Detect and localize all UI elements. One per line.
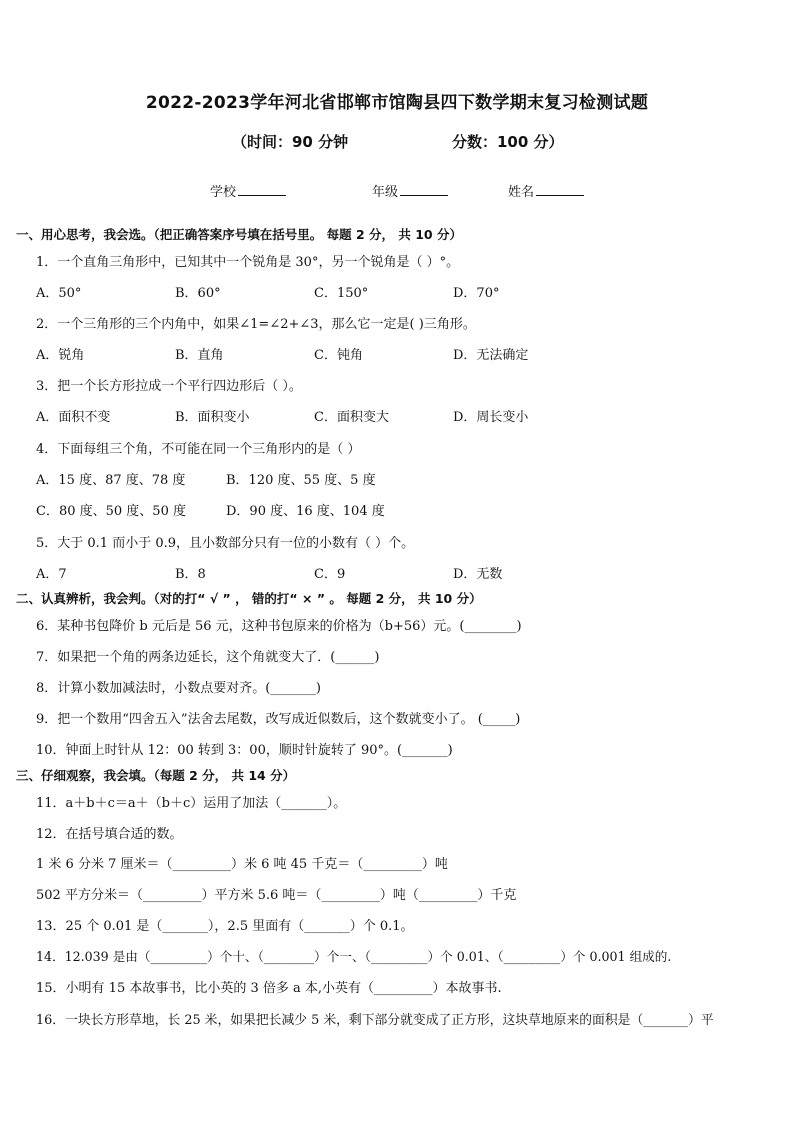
q5-option-a: A．7 bbox=[36, 567, 67, 582]
q1-option-c: C．150° bbox=[314, 286, 369, 301]
q4-option-a: A．15 度、87 度、78 度 bbox=[36, 473, 186, 488]
question-7: 7．如果把一个角的两条边延长，这个角就变大了．(______) bbox=[36, 650, 380, 665]
question-12: 12．在括号填合适的数。 bbox=[36, 827, 183, 842]
question-3: 3．把一个长方形拉成一个平行四边形后（ ）。 bbox=[36, 379, 302, 394]
school-label: 学校 bbox=[210, 185, 237, 200]
question-16: 16．一块长方形草地，长 25 米，如果把长减少 5 米，剩下部分就变成了正方形，这块草地原来的面积是（_______）平 bbox=[36, 1013, 714, 1028]
q3-option-c: C．面积变大 bbox=[314, 410, 389, 425]
q1-option-a: A．50° bbox=[36, 286, 82, 301]
grade-field bbox=[372, 181, 448, 200]
q1-option-b: B．60° bbox=[175, 286, 221, 301]
grade-blank bbox=[400, 183, 448, 196]
q3-option-a: A．面积不变 bbox=[36, 410, 111, 425]
question-8: 8．计算小数加减法时，小数点要对齐。(_______) bbox=[36, 681, 321, 696]
question-11: 11．a＋b＋c＝a＋（b＋c）运用了加法（_______）。 bbox=[36, 796, 347, 811]
question-12-line-b: 502 平方分米＝（_________）平方米 5.6 吨＝（_________）吨（_________）千克 bbox=[36, 888, 517, 903]
q2-option-c: C．钝角 bbox=[314, 348, 363, 363]
q5-option-b: B．8 bbox=[175, 567, 206, 582]
school-blank bbox=[238, 183, 286, 196]
name-field bbox=[508, 181, 584, 200]
question-13: 13．25 个 0.01 是（_______），2.5 里面有（_______）个 0.1。 bbox=[36, 919, 414, 934]
question-6: 6．某种书包降价 b 元后是 56 元，这种书包原来的价格为（b+56）元。(________) bbox=[36, 619, 522, 634]
page-title: 2022-2023学年河北省邯郸市馆陶县四下数学期末复习检测试题 bbox=[145, 93, 649, 113]
q4-option-d: D．90 度、16 度、104 度 bbox=[226, 504, 385, 519]
q2-option-d: D．无法确定 bbox=[453, 348, 529, 363]
question-12-line-a: 1 米 6 分米 7 厘米＝（_________）米 6 吨 45 千克＝（_________）吨 bbox=[36, 857, 448, 872]
question-9: 9．把一个数用“四舍五入”法舍去尾数，改写成近似数后，这个数就变小了。 (_____) bbox=[36, 712, 521, 727]
question-4: 4．下面每组三个角，不可能在同一个三角形内的是（ ） bbox=[36, 442, 361, 457]
q3-option-b: B．面积变小 bbox=[175, 410, 250, 425]
exam-score: 分数：100 分） bbox=[452, 133, 564, 151]
name-blank bbox=[536, 183, 584, 196]
q2-option-b: B．直角 bbox=[175, 348, 224, 363]
question-10: 10．钟面上时针从 12：00 转到 3：00，顺时针旋转了 90°。(_______) bbox=[36, 743, 453, 758]
name-label: 姓名 bbox=[508, 185, 535, 200]
q5-option-c: C．9 bbox=[314, 567, 346, 582]
question-15: 15．小明有 15 本故事书，比小英的 3 倍多 a 本,小英有（_________）本故事书. bbox=[36, 981, 502, 996]
q5-option-d: D．无数 bbox=[453, 567, 503, 582]
question-5: 5．大于 0.1 而小于 0.9，且小数部分只有一位的小数有（ ）个。 bbox=[36, 536, 415, 551]
school-field bbox=[210, 181, 286, 200]
section-3-heading: 三、仔细观察，我会填。（每题 2 分， 共 14 分） bbox=[16, 768, 296, 783]
grade-label: 年级 bbox=[372, 185, 399, 200]
question-2: 2．一个三角形的三个内角中，如果∠1=∠2+∠3，那么它一定是( )三角形。 bbox=[36, 317, 476, 332]
exam-time: （时间：90 分钟 bbox=[232, 133, 349, 151]
q3-option-d: D．周长变小 bbox=[453, 410, 529, 425]
question-14: 14．12.039 是由（_________）个十、（________）个一、（_________）个 0.01、（_________）个 0.001 组成的. bbox=[36, 949, 672, 964]
q1-option-d: D．70° bbox=[453, 286, 500, 301]
question-1: 1．一个直角三角形中，已知其中一个锐角是 30°，另一个锐角是（ ）°。 bbox=[36, 255, 460, 270]
section-2-heading: 二、认真辨析，我会判。（对的打“ √ ” ， 错的打“ × ” 。 每题 2 分， 共 10 分） bbox=[16, 591, 482, 606]
q2-option-a: A．锐角 bbox=[36, 348, 85, 363]
q4-option-c: C．80 度、50 度、50 度 bbox=[36, 504, 186, 519]
section-1-heading: 一、用心思考，我会选。（把正确答案序号填在括号里。 每题 2 分， 共 10 分） bbox=[16, 227, 462, 242]
q4-option-b: B．120 度、55 度、5 度 bbox=[226, 473, 376, 488]
